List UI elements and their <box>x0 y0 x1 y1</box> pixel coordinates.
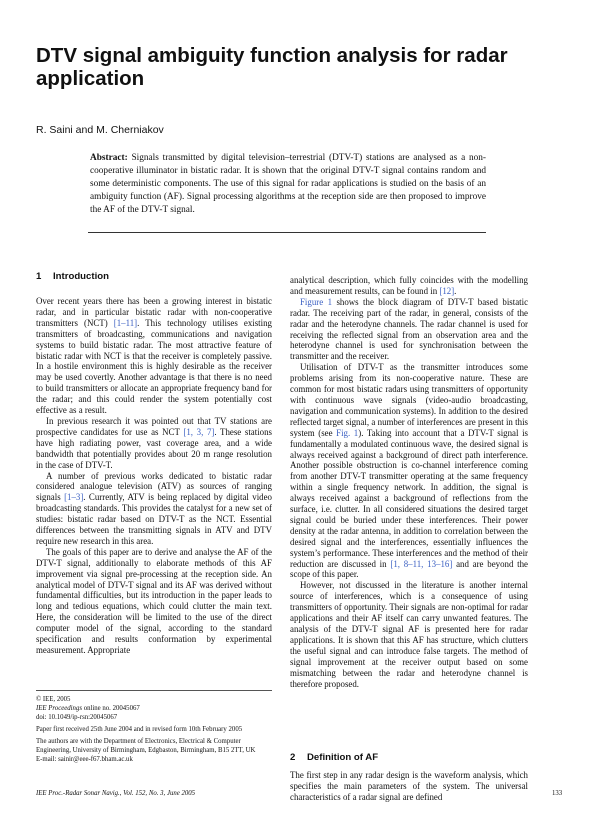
email: E-mail: sainir@eee-f67.bham.ac.uk <box>36 756 133 763</box>
paragraph: A number of previous works dedicated to bistatic radar considered analogue television (ATV) as sources of ranging signals [1–3]. Currently, ATV is being replaced by digital video broadcasting standards. This provides the catalyst for a new set of studies: bistatic radar based on DTV-T as the NCT. Essential differences between the transmitting signals in ATV and DTV require new research in this area. <box>36 470 272 546</box>
figure-link[interactable]: Figure 1 <box>300 296 333 307</box>
citation-link[interactable]: [12] <box>439 285 455 296</box>
paragraph: The first step in any radar design is the waveform analysis, which specifies the main parameters of the system. The universal characteristics of a radar signal are defined <box>290 770 528 802</box>
received-dates: Paper first received 25th June 2004 and in revised form 10th February 2005 <box>36 726 243 733</box>
citation-link[interactable]: [1–11] <box>113 317 138 328</box>
paragraph: Over recent years there has been a growing interest in bistatic radar, and in particular bistatic radar with non-cooperative transmitters (NCT) [1–11]. This technology utilises existing transmitters of broadcasting, communications and navigation systems to build bistatic radar. The most attractive feature of bistatic radar with NCT is that the receiver is completely passive. In a hostile environment this is highly desirable as the receiver may be used covertly. Another advantage is that there is no need to build transmitters or allocate an appropriate frequency band for the radar; and this could render the system potentially cost effective as a result. <box>36 296 272 416</box>
left-column <box>36 296 272 656</box>
paper-title: DTV signal ambiguity function analysis for radar application <box>36 44 508 90</box>
authors: R. Saini and M. Cherniakov <box>36 124 164 136</box>
section-title: Introduction <box>53 271 109 282</box>
paragraph: However, not discussed in the literature is another internal source of interferences, which is a consequence of using transmitters of opportunity. Their signals are non-optimal for radar applications and their AF itself can carry unwanted features. The analysis of the DTV-T signal AF is presented here for radar applications. It is shown that this AF has structure, which clutters the useful signal and can introduce false targets. The method of signal improvement at the receiver output based on some mismatching between the radar and heterodyne channel is therefore proposed. <box>290 580 528 689</box>
abstract-divider <box>88 232 486 233</box>
footnote-divider <box>36 690 272 691</box>
citation-link[interactable]: [1–3] <box>64 492 84 503</box>
paragraph: The goals of this paper are to derive and analyse the AF of the DTV-T signal, additionally to elaborate methods of this AF improvement via signal pre-processing at the reception side. An analytical model of DTV-T signal and its AF was derived without fundamental difficulties, but its introduction in the paper leads to long and tedious equations, which could clutter the main text. Here, the consideration will be limited to the use of the direct computer model of the signal, according to the standard specification and results conformation by experimental measurement. Appropriate <box>36 546 272 655</box>
section-heading-introduction <box>36 271 109 282</box>
section-number: 1 <box>36 271 42 282</box>
citation-link[interactable]: [1, 3, 7] <box>183 426 215 437</box>
paragraph: Figure 1 shows the block diagram of DTV-T based bistatic radar. The receiving part of the radar, in general, consists of the radar and the heterodyne channels. The radar channel is used for receiving the reflected signal from an observation area and the heterodyne channel is used for synchronisation between the transmitter and the receiver. <box>290 296 529 362</box>
section-heading-definition-of-af <box>290 752 378 763</box>
abstract <box>90 152 486 217</box>
section-number: 2 <box>290 752 296 763</box>
copyright: © IEE, 2005 <box>36 696 71 703</box>
right-column <box>290 275 528 689</box>
paragraph: analytical description, which fully coincides with the modelling and measurement results, can be found in [12]. <box>290 275 528 296</box>
paragraph: Utilisation of DTV-T as the transmitter introduces some problems arising from its non-cooperative nature. These are common for most bistatic radars using transmitters of opportunity with continuous wave signals (video-audio broadcasting, navigation and communication systems). In addition to the desired reflected target signal, a number of interferences are present in this system (see Fig. 1). Taking into account that a DTV-T signal is fundamentally a modulated continuous wave, the desired signal is always received against a background of direct path interference. Another possible obstruction is co-channel interference coming from another DTV-T transmitter operating at the same frequency within a single frequency network. In addition, the signal is always received against a background of reflections from the surface, i.e. clutter. In all considered situations the desired target signal could be buried under these interferences. Their power density at the radar antenna, in addition to correlation between the desired signal and the interferences, essentially influences the system’s performance. These interferences and the method of their reduction are discussed in [1, 8–11, 13–16] and are beyond the scope of this paper. <box>290 362 528 580</box>
doi: doi: 10.1049/ip-rsn:20045067 <box>36 714 118 721</box>
page-number: 133 <box>552 790 563 797</box>
footnotes <box>36 690 272 764</box>
section-title: Definition of AF <box>307 752 379 763</box>
affiliation: The authors are with the Department of Electronics, Electrical & Computer Engineering, University of Birmingham, Edgbaston, Birmingham, B15 2TT, UK <box>36 738 256 754</box>
right-column-continued <box>290 770 528 803</box>
journal-footer: IEE Proc.-Radar Sonar Navig., Vol. 152, No. 3, June 2005 <box>36 790 196 797</box>
abstract-label: Abstract: <box>90 153 128 163</box>
paragraph: In previous research it was pointed out that TV stations are prospective candidates for use as NCT [1, 3, 7]. These stations have high radiating power, vast coverage area, and a wide bandwidth that potentially provides about 20 m range resolution in the case of DTV-T. <box>36 415 272 470</box>
citation-link[interactable]: [1, 8–11, 13–16] <box>390 558 453 569</box>
figure-link[interactable]: Fig. 1 <box>336 427 359 438</box>
abstract-text: Signals transmitted by digital television–terrestrial (DTV-T) stations are analysed as a non-cooperative illuminator in bistatic radar. It is shown that the original DTV-T signal contains random and some deterministic components. The use of this signal for radar applications is studied on the basis of an ambiguity function (AF). Signal processing algorithms at the reception side are then proposed to improve the AF of the DTV-T signal. <box>90 153 487 215</box>
proceedings-line: IEE Proceedings online no. 20045067 <box>36 705 140 712</box>
